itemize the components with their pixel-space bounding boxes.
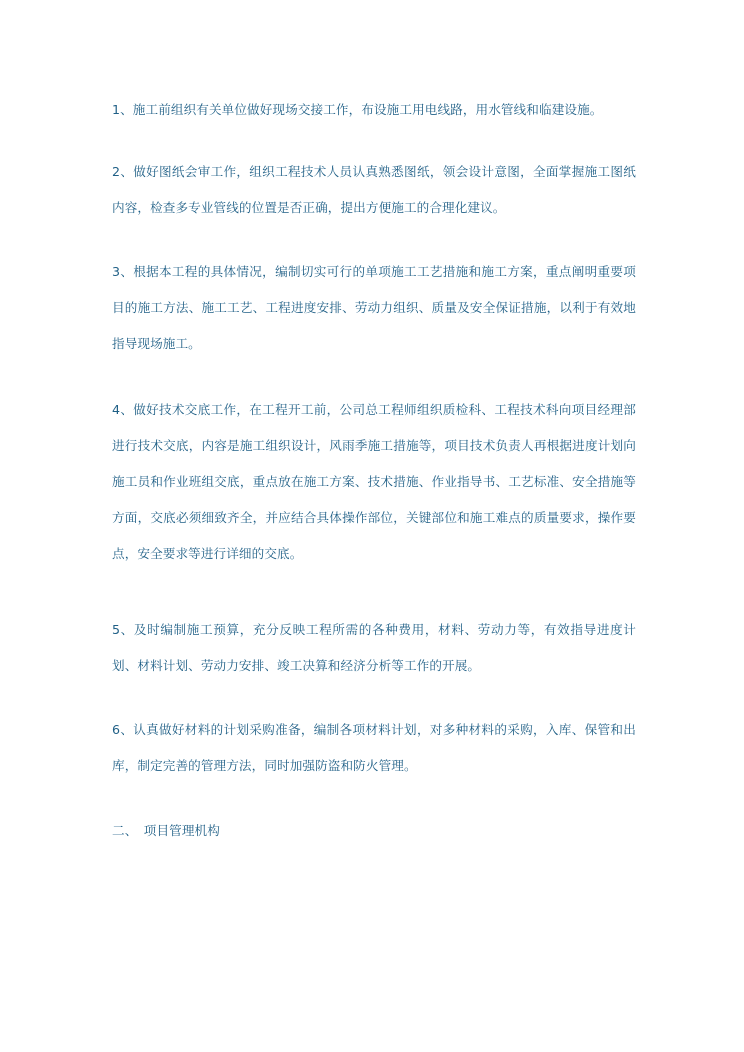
paragraph-5: 5、及时编制施工预算，充分反映工程所需的各种费用，材料、劳动力等，有效指导进度计划、材料计划、劳动力安排、竣工决算和经济分析等工作的开展。 [112, 622, 636, 673]
paragraph-2: 2、做好图纸会审工作，组织工程技术人员认真熟悉图纸，领会设计意图，全面掌握施工图纸内容，检查多专业管线的位置是否正确，提出方便施工的合理化建议。 [112, 164, 636, 215]
paragraph-6: 6、认真做好材料的计划采购准备，编制各项材料计划，对多种材料的采购，入库、保管和出库，制定完善的管理方法，同时加强防盗和防火管理。 [112, 722, 636, 773]
section-heading: 二、 项目管理机构 [112, 823, 220, 838]
paragraph-1: 1、施工前组织有关单位做好现场交接工作，布设施工用电线路，用水管线和临建设施。 [112, 102, 603, 117]
paragraph-3: 3、根据本工程的具体情况，编制切实可行的单项施工工艺措施和施工方案，重点阐明重要项目的施工方法、施工工艺、工程进度安排、劳动力组织、质量及安全保证措施，以利于有效地指导现场施工。 [112, 264, 636, 351]
paragraph-4: 4、做好技术交底工作，在工程开工前，公司总工程师组织质检科、工程技术科向项目经理部进行技术交底，内容是施工组织设计，风雨季施工措施等，项目技术负责人再根据进度计划向施工员和作业班组交底，重点放在施工方案、技术措施、作业指导书、工艺标准、安全措施等方面，交底必须细致齐全，并应结合具体操作部位，关键部位和施工难点的质量要求，操作要点，安全要求等进行详细的交底。 [112, 402, 636, 561]
